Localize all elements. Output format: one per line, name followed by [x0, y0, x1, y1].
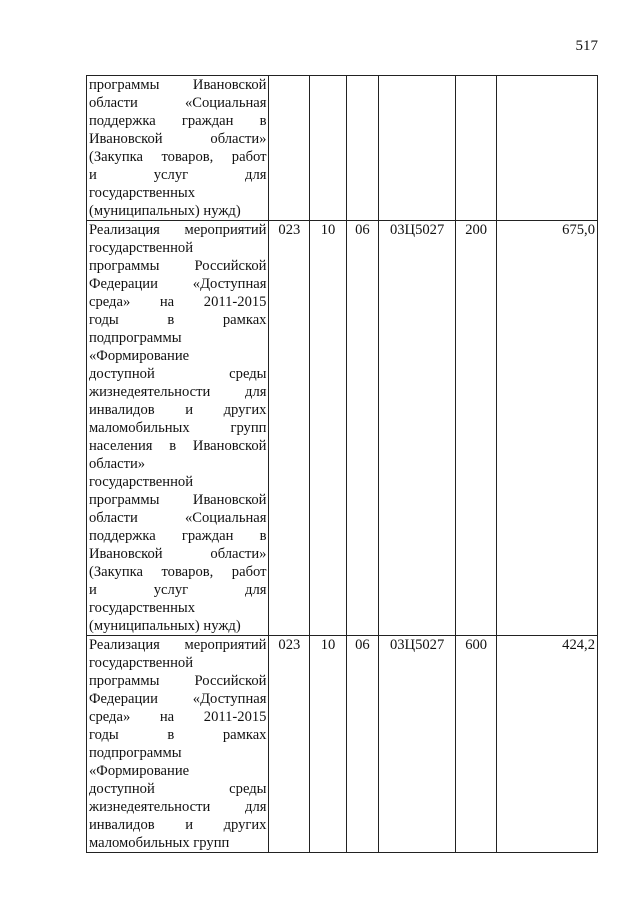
description-line: государственных [89, 185, 196, 201]
cell-section-code: 10 [310, 636, 347, 853]
description-line: Ивановской области» [89, 131, 267, 147]
description-line: и услуг для [89, 582, 267, 598]
cell-target-article [378, 76, 455, 221]
description-line: (Закупка товаров, работ [89, 149, 267, 165]
cell-expense-type [456, 76, 497, 221]
description-line: программы Российской [89, 258, 267, 274]
description-line: программы Ивановской [89, 492, 267, 508]
description-line: программы Ивановской [89, 77, 267, 93]
description-line: маломобильных групп [89, 420, 267, 436]
description-line: населения в Ивановской [89, 438, 267, 454]
cell-subsection-code [346, 76, 378, 221]
description-line: доступной среды [89, 366, 267, 382]
cell-expense-type: 600 [456, 636, 497, 853]
description-line: поддержка граждан в [89, 528, 267, 544]
budget-table [86, 75, 598, 853]
description-line: среда» на 2011-2015 [89, 294, 267, 310]
description-line: жизнедеятельности для [89, 799, 267, 815]
description-line: «Формирование [89, 348, 190, 364]
description-line: (муниципальных) нужд) [89, 203, 241, 219]
description-line: Реализация мероприятий [89, 637, 267, 653]
cell-description [87, 221, 269, 636]
description-line: программы Российской [89, 673, 267, 689]
description-line: государственных [89, 600, 196, 616]
cell-amount [497, 76, 598, 221]
cell-amount: 424,2 [497, 636, 598, 853]
table-row [87, 636, 598, 853]
description-line: среда» на 2011-2015 [89, 709, 267, 725]
description-line: Ивановской области» [89, 546, 267, 562]
description-line: инвалидов и других [89, 402, 267, 418]
cell-target-article: 03Ц5027 [378, 221, 455, 636]
description-line: государственной [89, 655, 194, 671]
description-line: (муниципальных) нужд) [89, 618, 241, 634]
cell-expense-type: 200 [456, 221, 497, 636]
description-line: «Формирование [89, 763, 190, 779]
cell-subsection-code: 06 [346, 221, 378, 636]
cell-ministry-code: 023 [269, 221, 310, 636]
table-row [87, 221, 598, 636]
description-line: годы в рамках [89, 312, 267, 328]
description-line: государственной [89, 240, 194, 256]
description-line: жизнедеятельности для [89, 384, 267, 400]
description-line: годы в рамках [89, 727, 267, 743]
cell-amount: 675,0 [497, 221, 598, 636]
description-line: маломобильных групп [89, 835, 230, 851]
cell-description [87, 76, 269, 221]
cell-ministry-code [269, 76, 310, 221]
description-line: области «Социальная [89, 510, 267, 526]
cell-ministry-code: 023 [269, 636, 310, 853]
description-line: Реализация мероприятий [89, 222, 267, 238]
cell-subsection-code: 06 [346, 636, 378, 853]
table-row [87, 76, 598, 221]
description-line: и услуг для [89, 167, 267, 183]
description-line: Федерации «Доступная [89, 276, 267, 292]
description-line: поддержка граждан в [89, 113, 267, 129]
description-line: подпрограммы [89, 745, 182, 761]
description-line: Федерации «Доступная [89, 691, 267, 707]
description-line: государственной [89, 474, 194, 490]
cell-section-code: 10 [310, 221, 347, 636]
cell-description [87, 636, 269, 853]
description-line: инвалидов и других [89, 817, 267, 833]
description-line: области «Социальная [89, 95, 267, 111]
cell-section-code [310, 76, 347, 221]
cell-target-article: 03Ц5027 [378, 636, 455, 853]
description-line: доступной среды [89, 781, 267, 797]
description-line: подпрограммы [89, 330, 182, 346]
description-line: (Закупка товаров, работ [89, 564, 267, 580]
description-line: области» [89, 456, 146, 472]
table-body [87, 76, 598, 853]
page-number: 517 [575, 38, 598, 54]
